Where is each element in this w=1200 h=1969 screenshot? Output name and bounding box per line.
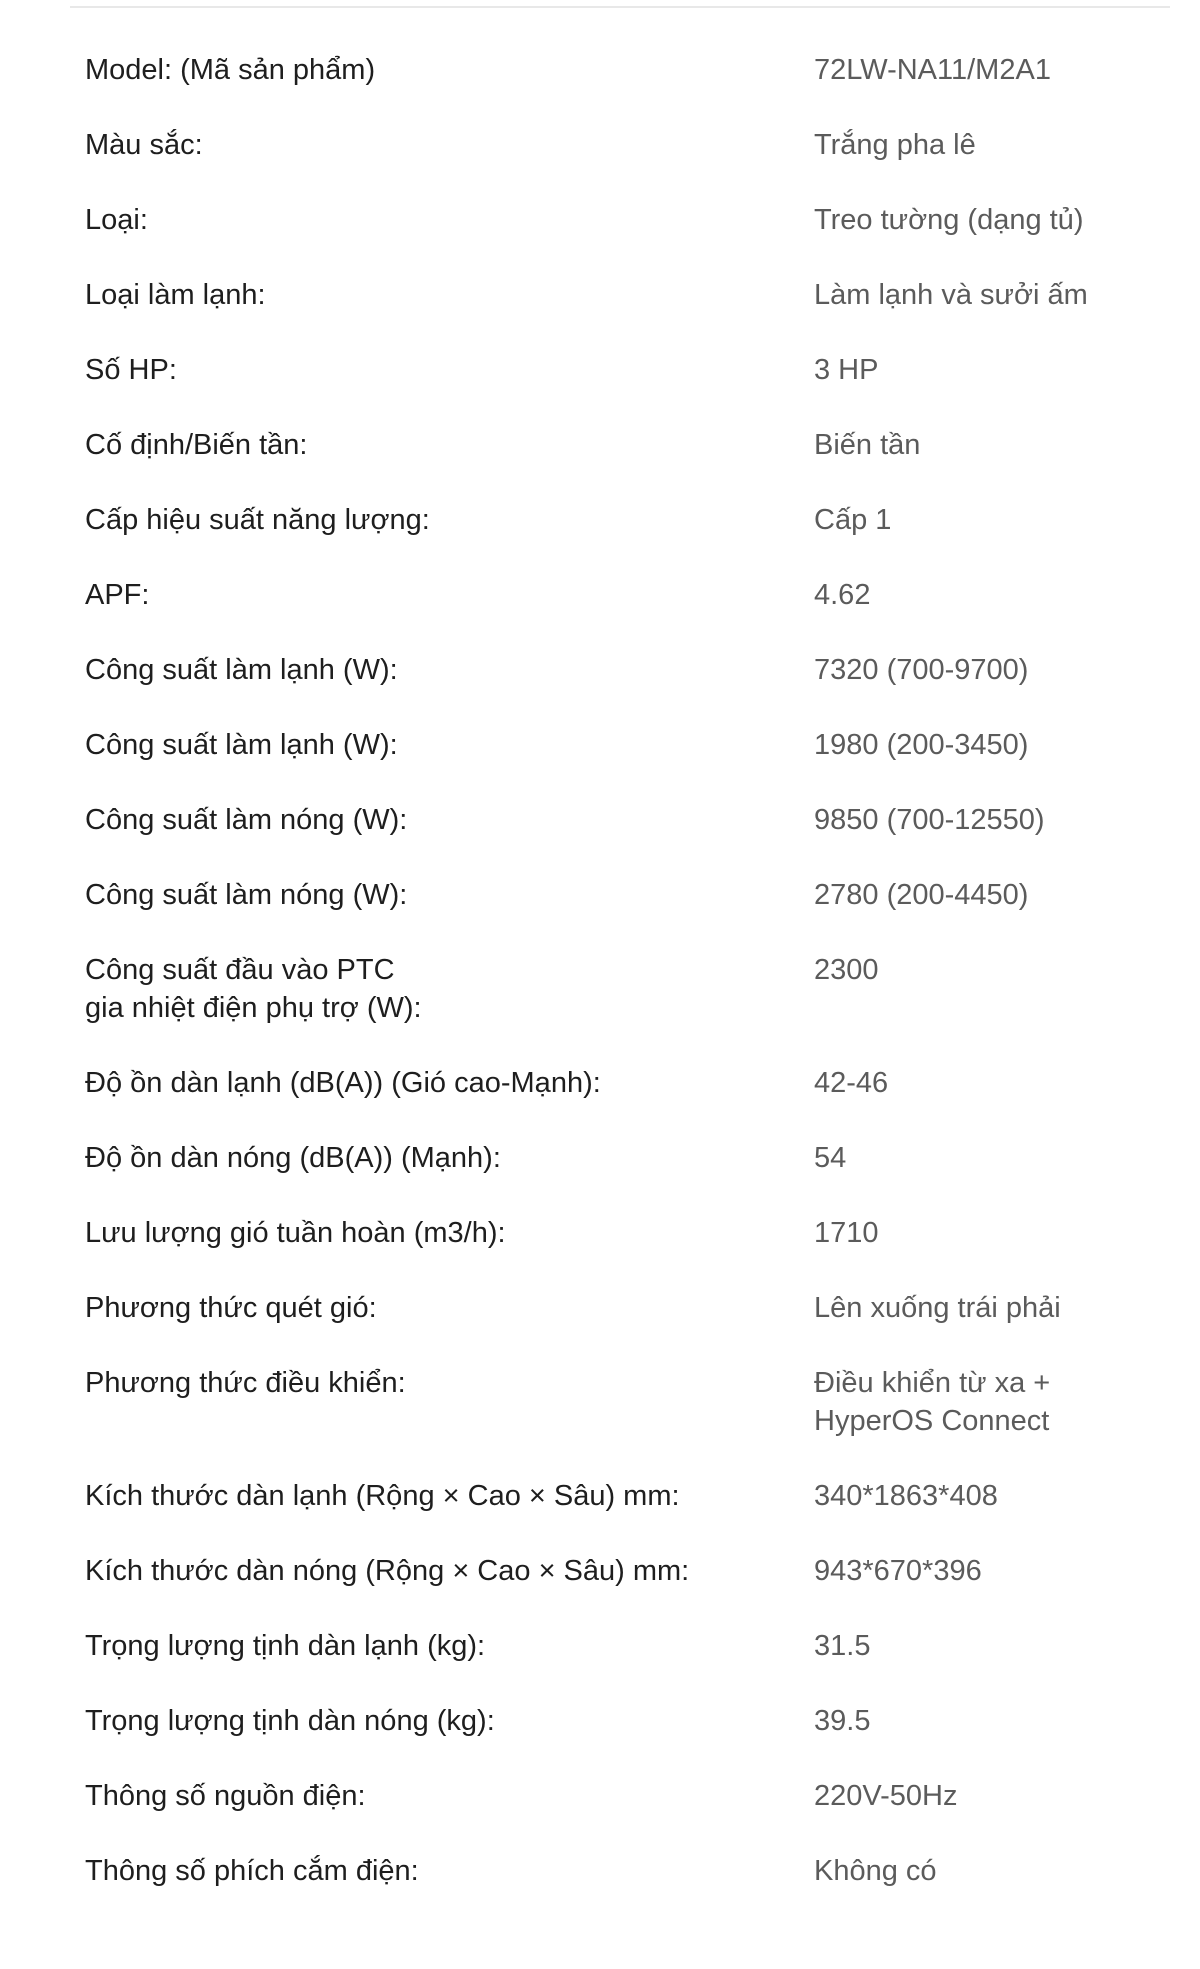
spec-label: Trọng lượng tịnh dàn nóng (kg): <box>85 1705 495 1737</box>
spec-value: 3 HP <box>814 354 879 386</box>
spec-label: APF: <box>85 579 150 611</box>
spec-value: Trắng pha lê <box>814 129 976 161</box>
spec-label: Thông số nguồn điện: <box>85 1780 366 1812</box>
spec-value: Lên xuống trái phải <box>814 1292 1061 1324</box>
spec-label: Loại làm lạnh: <box>85 279 266 311</box>
spec-value: 1980 (200-3450) <box>814 729 1029 761</box>
spec-label: Màu sắc: <box>85 129 203 161</box>
spec-label: Thông số phích cắm điện: <box>85 1855 419 1887</box>
spec-label: Công suất đầu vào PTC gia nhiệt điện phụ trợ (W): <box>85 954 422 1024</box>
spec-label: Kích thước dàn lạnh (Rộng × Cao × Sâu) mm: <box>85 1480 680 1512</box>
spec-label: Lưu lượng gió tuần hoàn (m3/h): <box>85 1217 506 1249</box>
spec-label: Model: (Mã sản phẩm) <box>85 54 376 86</box>
spec-value: 2300 <box>814 954 879 986</box>
spec-value: 54 <box>814 1142 847 1174</box>
spec-label: Độ ồn dàn nóng (dB(A)) (Mạnh): <box>85 1142 501 1174</box>
spec-value: Treo tường (dạng tủ) <box>814 204 1084 236</box>
spec-label: Độ ồn dàn lạnh (dB(A)) (Gió cao-Mạnh): <box>85 1067 601 1099</box>
spec-value: 31.5 <box>814 1630 871 1662</box>
spec-value: 4.62 <box>814 579 871 611</box>
spec-label: Trọng lượng tịnh dàn lạnh (kg): <box>85 1630 486 1662</box>
spec-value: 340*1863*408 <box>814 1480 998 1512</box>
spec-value: Không có <box>814 1855 937 1887</box>
spec-label: Công suất làm nóng (W): <box>85 804 408 836</box>
spec-label: Công suất làm lạnh (W): <box>85 654 398 686</box>
spec-value: 220V-50Hz <box>814 1780 958 1812</box>
spec-label: Phương thức quét gió: <box>85 1292 377 1324</box>
spec-value: 7320 (700-9700) <box>814 654 1029 686</box>
spec-value: 72LW-NA11/M2A1 <box>814 54 1051 86</box>
spec-label: Kích thước dàn nóng (Rộng × Cao × Sâu) mm: <box>85 1555 690 1587</box>
spec-label: Công suất làm nóng (W): <box>85 879 408 911</box>
spec-label: Số HP: <box>85 354 177 386</box>
spec-value: Điều khiển từ xa + HyperOS Connect <box>814 1367 1051 1437</box>
spec-value: 39.5 <box>814 1705 871 1737</box>
spec-value: 42-46 <box>814 1067 889 1099</box>
spec-label: Cố định/Biến tần: <box>85 429 308 461</box>
spec-value: 943*670*396 <box>814 1555 982 1587</box>
spec-value: 1710 <box>814 1217 879 1249</box>
spec-value: 9850 (700-12550) <box>814 804 1045 836</box>
top-divider <box>70 6 1170 8</box>
spec-label: Công suất làm lạnh (W): <box>85 729 398 761</box>
spec-value: Biến tần <box>814 429 921 461</box>
spec-label: Cấp hiệu suất năng lượng: <box>85 504 430 536</box>
spec-label: Phương thức điều khiển: <box>85 1367 406 1399</box>
spec-value: Cấp 1 <box>814 504 892 536</box>
spec-value: Làm lạnh và sưởi ấm <box>814 279 1088 311</box>
spec-value: 2780 (200-4450) <box>814 879 1029 911</box>
spec-label: Loại: <box>85 204 148 236</box>
